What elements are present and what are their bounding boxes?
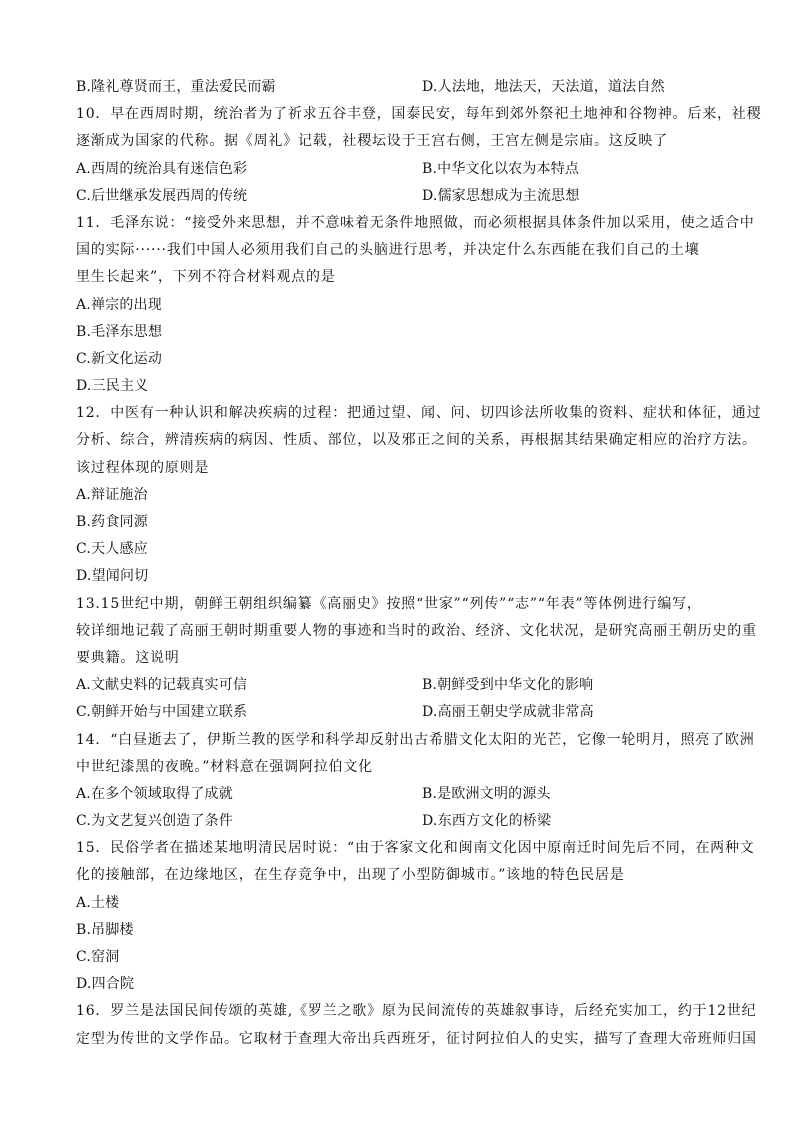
option-a[interactable]: A.土楼 (76, 894, 120, 911)
question-stem-line: 国的实际······我们中国人必须用我们自己的头脑进行思考，并决定什么东西能在我们自己的土壤 (76, 242, 700, 259)
question-stem-line: 化的接触部，在边缘地区，在生存竞争中，出现了小型防御城市。”该地的特色民居是 (76, 867, 625, 884)
question-stem-line: 分析、综合，辨清疾病的病因、性质、部位，以及邪正之间的关系，再根据其结果确定相应的治疗方法。 (76, 432, 757, 449)
question-stem-line: 15．民俗学者在描述某地明清民居时说：“由于客家文化和闽南文化因中原南迁时间先后不同，在两种文 (76, 840, 755, 857)
question-stem-line: 里生长起来”，下列不符合材料观点的是 (76, 269, 336, 286)
option-b[interactable]: B.朝鲜受到中华文化的影响 (422, 677, 594, 694)
option-b[interactable]: B.中华文化以农为本特点 (422, 160, 580, 177)
option-d[interactable]: D.儒家思想成为主流思想 (422, 187, 580, 204)
question-stem-line: 定型为传世的文学作品。它取材于查理大帝出兵西班牙，征讨阿拉伯人的史实，描写了查理大帝班师归国 (76, 1030, 757, 1047)
option-row (76, 808, 726, 835)
question-stem-line: 较详细地记载了高丽王朝时期重要人物的事迹和当时的政治、经济、文化状况，是研究高丽王朝历史的重 (76, 622, 757, 639)
option-a[interactable]: A.西周的统治具有迷信色彩 (76, 160, 248, 177)
option-b[interactable]: B.隆礼尊贤而王，重法爱民而霸 (76, 79, 276, 95)
option-b[interactable]: B.是欧洲文明的源头 (422, 785, 551, 802)
question-stem-line: 中世纪漆黑的夜晚。”材料意在强调阿拉伯文化 (76, 758, 373, 775)
option-d[interactable]: D.东西方文化的桥梁 (422, 813, 552, 830)
option-a[interactable]: A.文献史料的记载真实可信 (76, 677, 248, 694)
option-row (76, 672, 726, 699)
option-row (76, 74, 726, 101)
question-stem-line: 要典籍。这说明 (76, 649, 180, 666)
question-15 (76, 835, 755, 998)
question-10 (76, 101, 762, 210)
option-a[interactable]: A.辩证施治 (76, 486, 148, 503)
option-row (76, 699, 726, 726)
question-stem-line: 14．“白昼逝去了，伊斯兰教的医学和科学却反射出古希腊文化太阳的光芒，它像一轮明月，照亮了欧洲 (76, 731, 755, 748)
question-stem-line: 16．罗兰是法国民间传颂的英雄,《罗兰之歌》原为民间流传的英雄叙事诗，后经充实加工，约于12世纪 (76, 1003, 757, 1020)
question-stem-line: 12．中医有一种认识和解决疾病的过程：把通过望、闻、问、切四诊法所收集的资料、症状和体征，通过 (76, 405, 762, 422)
option-c[interactable]: C.朝鲜开始与中国建立联系 (76, 704, 248, 721)
question-stem-line: 10．早在西周时期，统治者为了祈求五谷丰登，国泰民安，每年到郊外祭祀土地神和谷物神。后来，社稷 (76, 106, 762, 123)
question-stem-line: 11．毛泽东说：“接受外来思想，并不意味着无条件地照做，而必须根据具体条件加以采用，使之适合中 (76, 214, 755, 231)
option-a[interactable]: A.禅宗的出现 (76, 296, 162, 313)
question-11 (76, 210, 755, 400)
option-row (76, 183, 726, 210)
option-d[interactable]: D.望闻问切 (76, 568, 149, 585)
question-12 (76, 400, 762, 590)
option-row (76, 156, 726, 183)
option-b[interactable]: B.药食同源 (76, 514, 148, 530)
option-c[interactable]: C.新文化运动 (76, 350, 163, 367)
question-stem-line: 13.15世纪中期，朝鲜王朝组织编纂《高丽史》按照“世家”“列传”“志”“年表”等体例进行编写， (76, 595, 702, 612)
option-d[interactable]: D.高丽王朝史学成就非常高 (422, 704, 594, 721)
option-c[interactable]: C.窑洞 (76, 949, 120, 965)
option-a[interactable]: A.在多个领域取得了成就 (76, 785, 233, 802)
option-d[interactable]: D.人法地，地法天，天法道，道法自然 (422, 79, 665, 95)
option-row (76, 781, 726, 808)
option-c[interactable]: C.为文艺复兴创造了条件 (76, 813, 234, 830)
option-c[interactable]: C.天人感应 (76, 541, 148, 558)
question-16 (76, 998, 757, 1052)
option-b[interactable]: B.毛泽东思想 (76, 323, 163, 340)
question-14 (76, 727, 755, 836)
exam-page (76, 74, 762, 1053)
option-c[interactable]: C.后世继承发展西周的传统 (76, 187, 248, 204)
option-d[interactable]: D.三民主义 (76, 378, 149, 395)
question-13 (76, 591, 757, 727)
option-d[interactable]: D.四合院 (76, 976, 135, 993)
question-stem-line: 该过程体现的原则是 (76, 459, 210, 476)
question-stem-line: 逐渐成为国家的代称。据《周礼》记载，社稷坛设于王宫右侧，王宫左侧是宗庙。这反映了 (76, 133, 668, 150)
option-b[interactable]: B.吊脚楼 (76, 921, 134, 938)
